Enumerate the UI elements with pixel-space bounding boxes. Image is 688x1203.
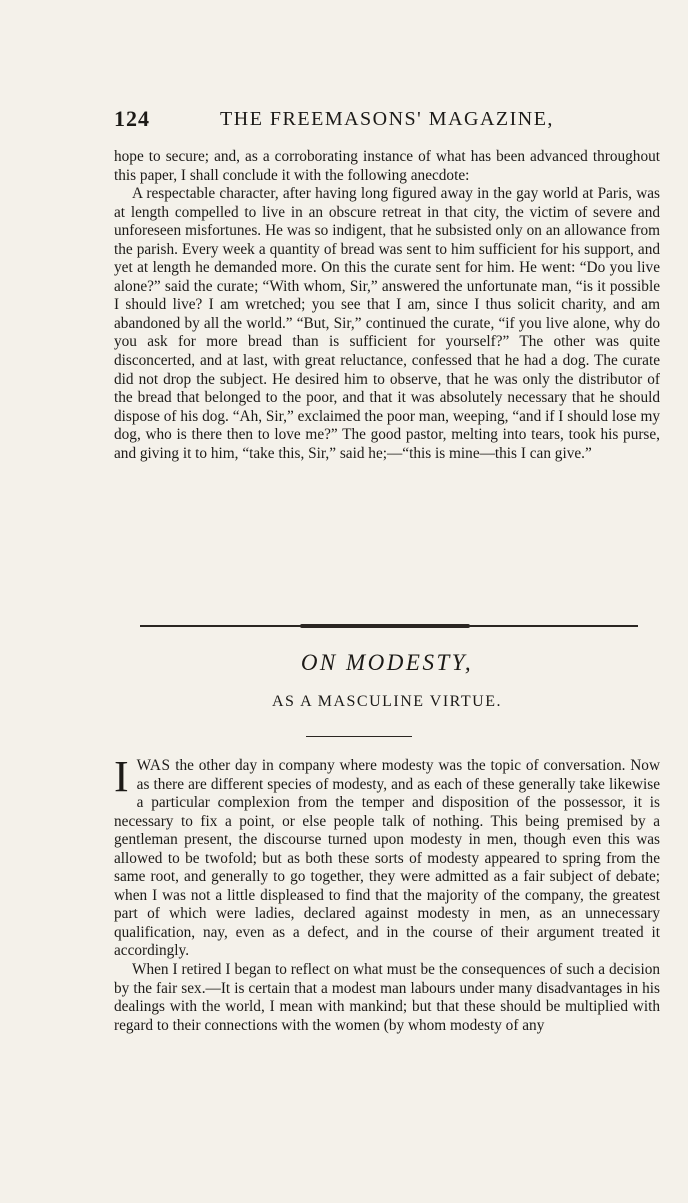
running-title: THE FREEMASONS' MAGAZINE, (220, 108, 554, 130)
previous-article-conclusion (114, 148, 660, 463)
article-subtitle: AS A MASCULINE VIRTUE. (272, 693, 502, 710)
article-title: ON MODESTY, (300, 650, 474, 675)
article-paragraph-1-text: the other day in company where modesty was the topic of conversation. Now as there are different species of modesty, and as each of these generally take likewise a particular complexion from the temper and disposition of the possessor, it is necessary to fix a point, or else people talk of nothing. This being premised by a gentleman present, the discourse turned upon modesty in men, though even this was allowed to be twofold; but as both these sorts of modesty appeared to spring from the same root, and generally to go together, they were admitted as a fair subject of debate; when I was not a little displeased to find that the majority of the company, the greatest part of which were ladies, declared against modesty in men, as an unnecessary qualification, nay, even as a defect, and in the course of their argument treated it accordingly. (114, 757, 660, 960)
drop-cap: I (114, 752, 129, 801)
article-body (114, 752, 660, 1035)
section-divider (140, 625, 638, 627)
article-paragraph-2: When I retired I began to reflect on what must be the consequences of such a decision by the fair sex.—It is certain that a modest man labours under many disadvantages in his dealings with the world, I mean with mankind; but that these should be multiplied with regard to their connections with the women (by whom modesty of any (114, 961, 660, 1034)
page-header (114, 106, 660, 136)
continued-paragraph: hope to secure; and, as a corroborating instance of what has been advanced throughout this paper, I shall conclude it with the following anecdote: (114, 148, 660, 184)
title-rule (306, 736, 412, 737)
article-paragraph-1 (114, 752, 660, 961)
anecdote-paragraph: A respectable character, after having long figured away in the gay world at Paris, was at length compelled to live in an obscure retreat in that city, the victim of severe and unforeseen misfortunes. He was so indigent, that he subsisted only on an allowance from the parish. Every week a quantity of bread was sent to him sufficient for his support, and yet at length he demanded more. On this the curate sent for him. He went: “Do you live alone?” said the curate; “With whom, Sir,” answered the unfortunate man, “is it possible I should live? I am wretched; you see that I am, since I thus solicit charity, and am abandoned by all the world.” “But, Sir,” continued the curate, “if you live alone, why do you ask for more bread than is sufficient for yourself?” The other was quite disconcerted, and at last, with great reluctance, confessed that he had a dog. The curate did not drop the subject. He desired him to observe, that he was only the distributor of the bread that belonged to the poor, and that it was absolutely necessary that he should dispose of his dog. “Ah, Sir,” exclaimed the poor man, weeping, “and if I should lose my dog, who is there then to love me?” The good pastor, melting into tears, took his purse, and giving it to him, “take this, Sir,” said he;—“this is mine—this I can give.” (114, 185, 660, 462)
page-number: 124 (114, 106, 150, 131)
lead-word: WAS (136, 757, 171, 774)
